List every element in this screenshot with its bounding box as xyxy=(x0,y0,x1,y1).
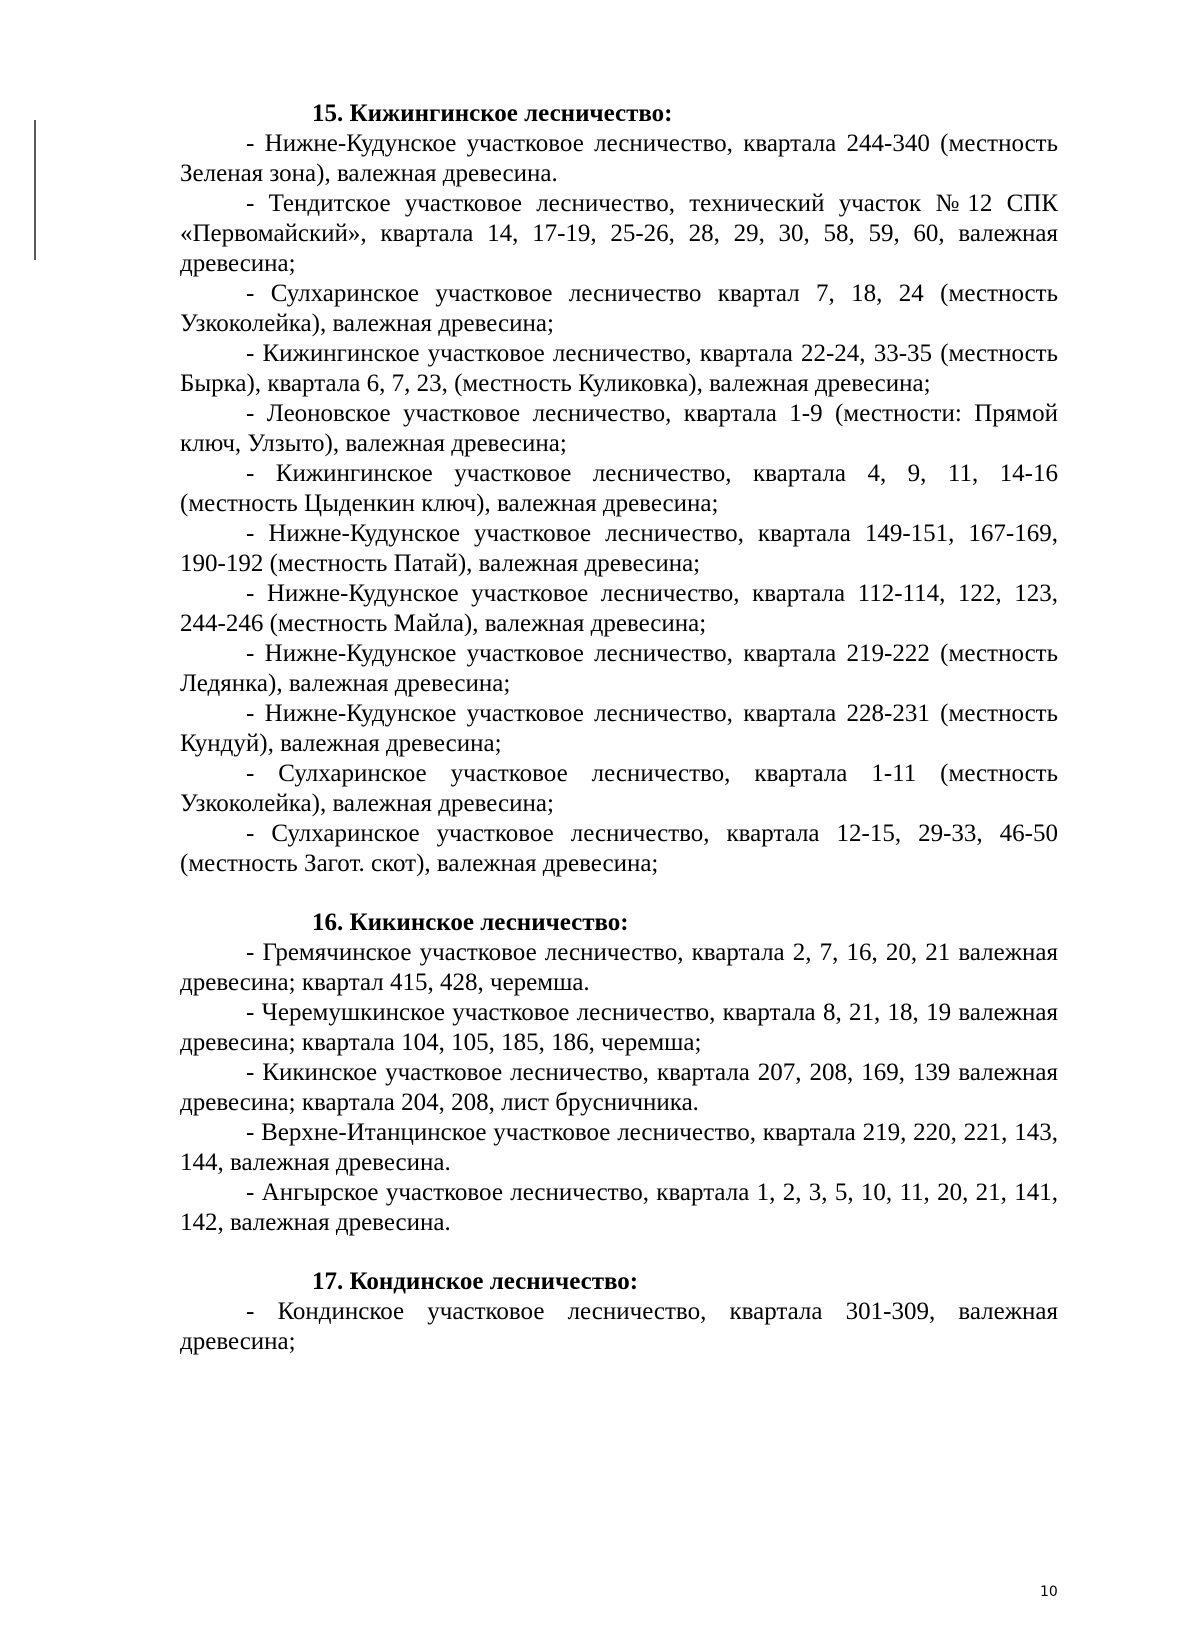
section-15-item-3: - Сулхаринское участковое лесничество квартал 7, 18, 24 (местность Узкоколейка), валежная древесина; xyxy=(180,280,1058,337)
section-15-item-1: - Нижне-Кудунское участковое лесничество, квартала 244-340 (местность Зеленая зона), валежная древесина. xyxy=(180,130,1058,187)
section-heading-17: 17. Кондинское лесничество: xyxy=(312,1268,639,1295)
margin-line xyxy=(34,120,36,260)
section-16-item-1: - Гремячинское участковое лесничество, квартала 2, 7, 16, 20, 21 валежная древесина; квартал 415, 428, черемша. xyxy=(180,939,1058,996)
section-15-item-10: - Нижне-Кудунское участковое лесничество, квартала 228-231 (местность Кундуй), валежная древесина; xyxy=(180,700,1058,757)
section-15-item-7: - Нижне-Кудунское участковое лесничество, квартала 149-151, 167-169, 190-192 (местность Патай), валежная древесина; xyxy=(180,520,1058,577)
section-15-item-5: - Леоновское участковое лесничество, квартала 1-9 (местности: Прямой ключ, Улзыто), валежная древесина; xyxy=(180,400,1058,457)
section-16-item-3: - Кикинское участковое лесничество, квартала 207, 208, 169, 139 валежная древесина; квартала 204, 208, лист брусничника. xyxy=(180,1059,1058,1116)
section-15-item-6: - Кижингинское участковое лесничество, квартала 4, 9, 11, 14-16 (местность Цыденкин ключ), валежная древесина; xyxy=(180,460,1058,517)
section-15-item-8: - Нижне-Кудунское участковое лесничество, квартала 112-114, 122, 123, 244-246 (местность Майла), валежная древесина; xyxy=(180,580,1058,637)
section-15-item-4: - Кижингинское участковое лесничество, квартала 22-24, 33-35 (местность Бырка), квартала 6, 7, 23, (местность Куликовка), валежная древесина; xyxy=(180,340,1058,397)
section-15-item-12: - Сулхаринское участковое лесничество, квартала 12-15, 29-33, 46-50 (местность Загот. скот), валежная древесина; xyxy=(180,820,1058,877)
section-15-item-9: - Нижне-Кудунское участковое лесничество, квартала 219-222 (местность Ледянка), валежная древесина; xyxy=(180,640,1058,697)
section-15-item-2: - Тендитское участковое лесничество, технический участок №12 СПК «Первомайский», квартала 14, 17-19, 25-26, 28, 29, 30, 58, 59, 60, валежная древесина; xyxy=(180,190,1058,277)
section-17-item-1: - Кондинское участковое лесничество, квартала 301-309, валежная древесина; xyxy=(180,1298,1058,1355)
section-16-item-5: - Ангырское участковое лесничество, квартала 1, 2, 3, 5, 10, 11, 20, 21, 141, 142, валежная древесина. xyxy=(180,1179,1058,1236)
section-16-item-4: - Верхне-Итанцинское участковое лесничество, квартала 219, 220, 221, 143, 144, валежная древесина. xyxy=(180,1119,1058,1176)
section-heading-16: 16. Кикинское лесничество: xyxy=(312,909,629,936)
section-15-item-11: - Сулхаринское участковое лесничество, квартала 1-11 (местность Узкоколейка), валежная древесина; xyxy=(180,760,1058,817)
section-16-item-2: - Черемушкинское участковое лесничество, квартала 8, 21, 18, 19 валежная древесина; квартала 104, 105, 185, 186, черемша; xyxy=(180,999,1058,1056)
document-body xyxy=(180,98,1058,1357)
section-heading-15: 15. Кижингинское лесничество: xyxy=(312,100,673,127)
page-number: 10 xyxy=(1040,1584,1058,1600)
